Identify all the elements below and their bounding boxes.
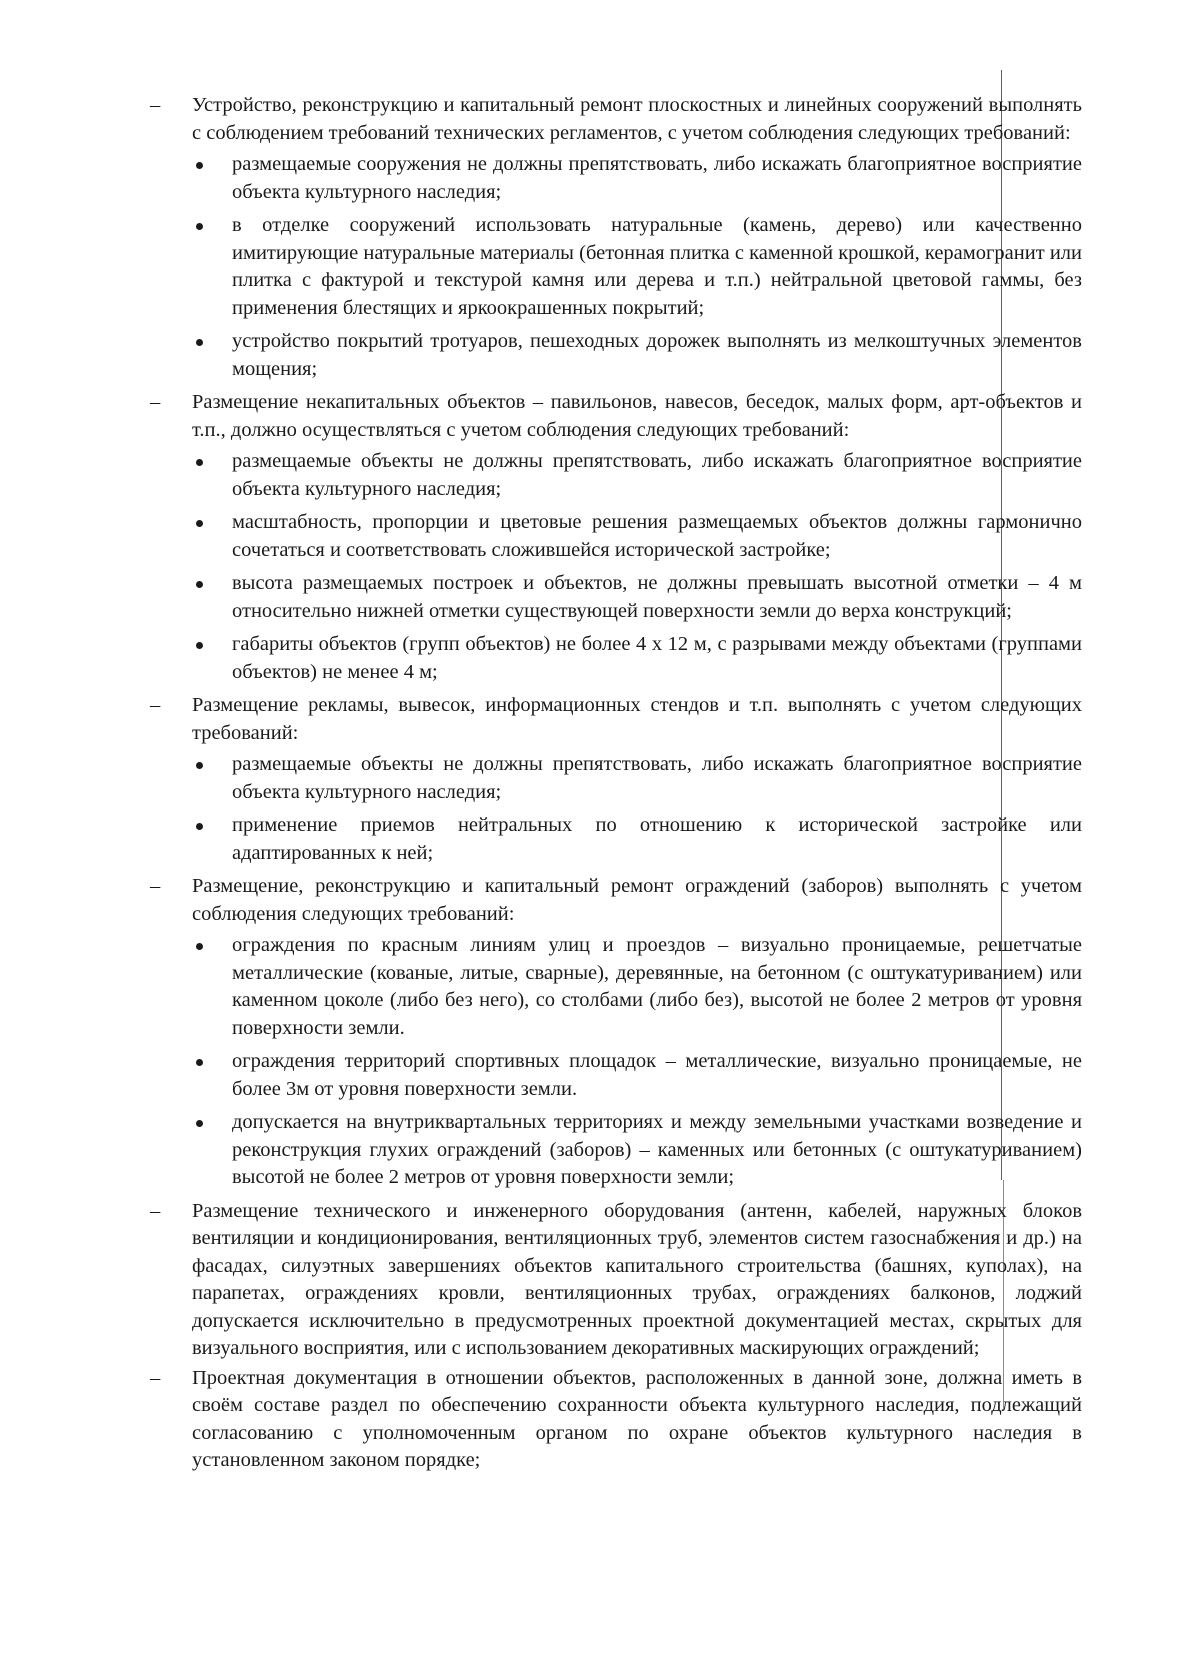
bullet-item (192, 751, 1082, 806)
bullet-text: в отделке сооружений использовать натуральные (камень, дерево) или качественно имитирующие натуральные материалы (бетонная плитка с каменной крошкой, керамогранит или плитка с фактурой и текстурой камня или дерева и т.п.) нейтральной цветовой гаммы, без применения блестящих и яркоокрашенных покрытий; (232, 214, 1082, 319)
bullet-text: размещаемые сооружения не должны препятствовать, либо искажать благоприятное восприятие объекта культурного наследия; (232, 153, 1082, 203)
bullet-dot-icon (196, 642, 203, 649)
bullet-item (192, 631, 1082, 686)
requirement-item (150, 1365, 1082, 1475)
requirement-text: Устройство, реконструкцию и капитальный ремонт плоскостных и линейных сооружений выполнять с соблюдением требований технических регламентов, с учетом соблюдения следующих требований: (192, 94, 1082, 144)
bullet-text: высота размещаемых построек и объектов, не должны превышать высотной отметки – 4 м относительно нижней отметки существующей поверхности земли до верха конструкций; (232, 572, 1082, 622)
bullet-item (192, 212, 1082, 322)
requirement-item (150, 1198, 1082, 1363)
bullet-dot-icon (196, 339, 203, 346)
bullet-text: размещаемые объекты не должны препятствовать, либо искажать благоприятное восприятие объекта культурного наследия; (232, 450, 1082, 500)
bullet-text: применение приемов нейтральных по отношению к исторической застройке или адаптированных к ней; (232, 814, 1082, 864)
requirement-text: Размещение технического и инженерного оборудования (антенн, кабелей, наружных блоков вентиляции и кондиционирования, вентиляционных труб, элементов систем газоснабжения и др.) на фасадах, силуэтных завершениях объектов капитального строительства (башнях, куполах), на парапетах, ограждениях кровли, вентиляционных трубах, ограждениях балконов, лоджий допускается исключительно в предусмотренных проектной документацией местах, скрытых для визуального восприятия, или с использованием декоративных маскирующих ограждений; (192, 1199, 1082, 1359)
bullet-text: допускается на внутриквартальных территориях и между земельными участками возведение и реконструкция глухих ограждений (заборов) – каменных или бетонных (с оштукатуриванием) высотой не более 2 метров от уровня поверхности земли; (232, 1111, 1082, 1188)
bullet-text: устройство покрытий тротуаров, пешеходных дорожек выполнять из мелкоштучных элементов мощения; (232, 330, 1082, 380)
bullet-item (192, 509, 1082, 564)
bullet-dot-icon (196, 823, 203, 830)
bullet-item (192, 812, 1082, 867)
dash-marker: – (150, 694, 161, 716)
bullet-list (192, 751, 1082, 867)
bullet-dot-icon (196, 520, 203, 527)
document-body (150, 92, 1082, 1475)
bullet-item (192, 1109, 1082, 1192)
bullet-list (192, 932, 1082, 1192)
requirement-item (150, 692, 1082, 867)
dash-marker: – (150, 391, 161, 413)
bullet-dot-icon (196, 223, 203, 230)
bullet-dot-icon (196, 459, 203, 466)
bullet-dot-icon (196, 1120, 203, 1127)
requirement-item (150, 389, 1082, 686)
bullet-item (192, 151, 1082, 206)
bullet-text: ограждения территорий спортивных площадок – металлические, визуально проницаемые, не более 3м от уровня поверхности земли. (232, 1050, 1082, 1100)
bullet-dot-icon (196, 581, 203, 588)
requirement-text: Размещение некапитальных объектов – павильонов, навесов, беседок, малых форм, арт-объектов и т.п., должно осуществляться с учетом соблюдения следующих требований: (192, 391, 1082, 441)
dash-marker: – (150, 94, 161, 116)
bullet-item (192, 1048, 1082, 1103)
bullet-text: ограждения по красным линиям улиц и проездов – визуально проницаемые, решетчатые металлические (кованые, литые, сварные), деревянные, на бетонном (с оштукатуриванием) или каменном цоколе (либо без него), со столбами (либо без), высотой не более 2 метров от уровня поверхности земли. (232, 934, 1082, 1039)
bullet-list (192, 448, 1082, 686)
bullet-text: масштабность, пропорции и цветовые решения размещаемых объектов должны гармонично сочетаться и соответствовать сложившейся исторической застройке; (232, 511, 1082, 561)
bullet-text: габариты объектов (групп объектов) не более 4 х 12 м, с разрывами между объектами (группами объектов) не менее 4 м; (232, 633, 1082, 683)
bullet-dot-icon (196, 162, 203, 169)
requirement-text: Размещение, реконструкцию и капитальный ремонт ограждений (заборов) выполнять с учетом соблюдения следующих требований: (192, 875, 1082, 925)
requirement-text: Проектная документация в отношении объектов, расположенных в данной зоне, должна иметь в своём составе раздел по обеспечению сохранности объекта культурного наследия, подлежащий согласованию с уполномоченным органом по охране объектов культурного наследия в установленном законом порядке; (192, 1366, 1082, 1471)
bullet-dot-icon (196, 943, 203, 950)
bullet-item (192, 570, 1082, 625)
bullet-dot-icon (196, 762, 203, 769)
dash-marker: – (150, 1199, 161, 1222)
bullet-text: размещаемые объекты не должны препятствовать, либо искажать благоприятное восприятие объекта культурного наследия; (232, 753, 1082, 803)
requirement-text: Размещение рекламы, вывесок, информационных стендов и т.п. выполнять с учетом следующих требований: (192, 694, 1082, 744)
bullet-list (192, 151, 1082, 383)
bullet-item (192, 448, 1082, 503)
dash-marker: – (150, 1366, 161, 1389)
bullet-dot-icon (196, 1059, 203, 1066)
bullet-item (192, 328, 1082, 383)
bullet-item (192, 932, 1082, 1042)
requirement-item (150, 873, 1082, 1192)
requirement-item (150, 92, 1082, 383)
dash-marker: – (150, 875, 161, 897)
